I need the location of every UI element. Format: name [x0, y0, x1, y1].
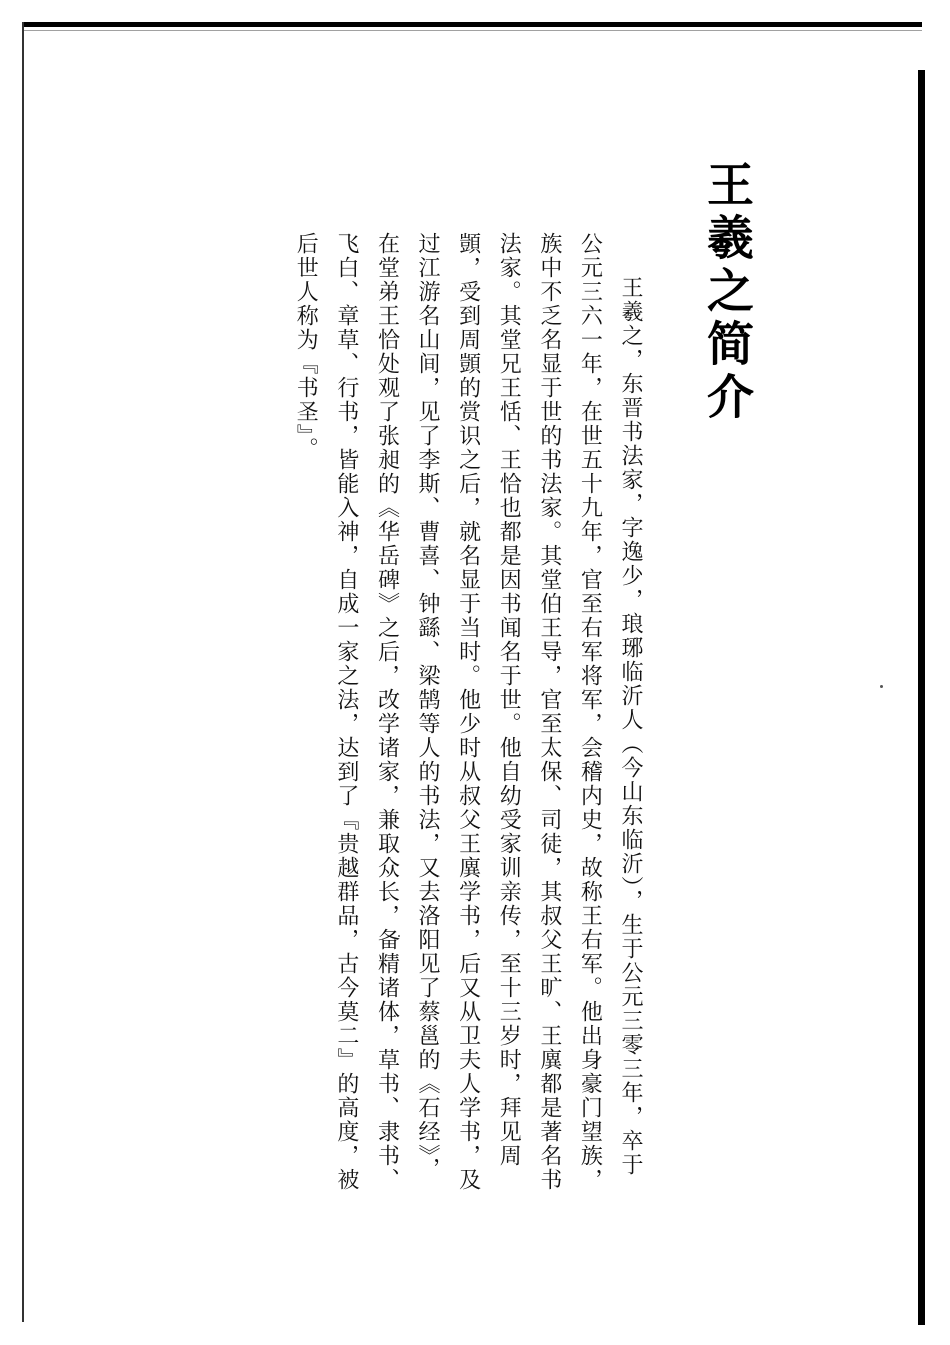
top-border-thin-line [22, 30, 922, 31]
body-paragraph: 王羲之，东晋书法家，字逸少，琅琊临沂人（今山东临沂），生于公元三零三年，卒于公元三六一年，在世五十九年，官至右军将军，会稽内史，故称王右军。他出身豪门望族，族中不乏名显于世的书法家。其堂伯王导，官至太保、司徒，其叔父王旷、王廙都是著名书法家。其堂兄王恬、王恰也都是因书闻名于世。他自幼受家训亲传，至十三岁时，拜见周顗，受到周顗的赏识之后，就名显于当时。他少时从叔父王廙学书，后又从卫夫人学书，及过江游名山间，见了李斯、曹喜、钟繇、梁鹄等人的书法，又去洛阳见了蔡邕的《石经》，在堂弟王恰处观了张昶的《华岳碑》之后，改学诸家，兼取众长，备精诸体，草书、隶书、飞白、章草、行书，皆能入神，自成一家之法，达到了『贵越群品，古今莫二』的高度，被后世人称为『书圣』。 [293, 232, 643, 1192]
body-text [210, 232, 650, 1192]
scan-speck [880, 685, 883, 688]
top-border-line [22, 22, 922, 27]
page-title: 王羲之简介 [699, 160, 754, 425]
right-border-line [918, 70, 925, 1325]
left-border-line [22, 22, 24, 1322]
